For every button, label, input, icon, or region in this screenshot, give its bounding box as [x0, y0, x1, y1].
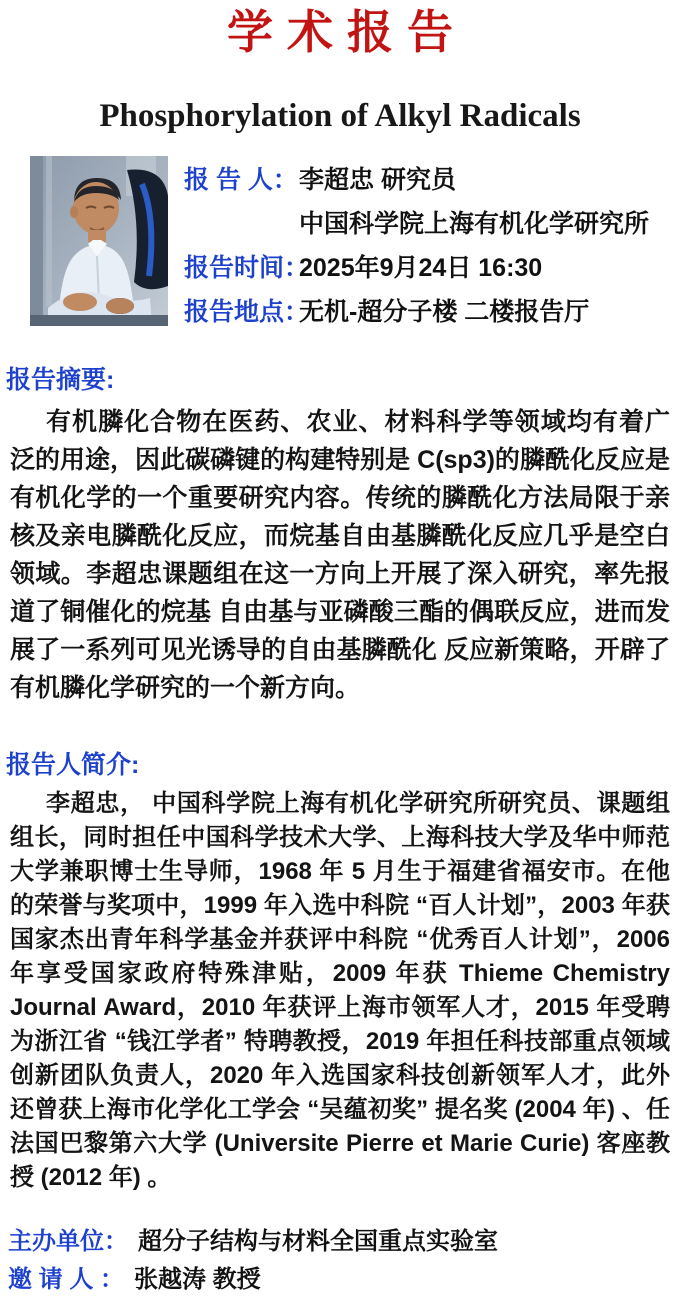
speaker-portrait-illustration — [30, 156, 168, 326]
speaker-affiliation: 中国科学院上海有机化学研究所 — [299, 210, 650, 238]
location-label: 报告地点： — [184, 298, 310, 326]
talk-location: 无机-超分子楼 二楼报告厅 — [299, 298, 590, 326]
footer-row-organizer — [8, 1223, 670, 1261]
info-row-speaker — [184, 158, 649, 202]
footer-row-inviter — [8, 1261, 670, 1299]
page-title: 学术报告 — [227, 5, 467, 59]
time-label: 报告时间： — [184, 254, 310, 282]
inviter-value: 张越涛 教授 — [134, 1266, 261, 1293]
speaker-photo — [30, 156, 168, 326]
talk-time: 2025年9月24日 16:30 — [299, 254, 543, 282]
talk-title: Phosphorylation of Alkyl Radicals — [99, 98, 581, 134]
lecture-poster — [0, 5, 680, 1293]
bio-heading: 报告人简介: — [6, 751, 140, 779]
speaker-name: 李超忠 研究员 — [299, 166, 456, 194]
speaker-section — [30, 156, 670, 334]
abstract-heading: 报告摘要: — [6, 366, 115, 394]
affiliation-label — [184, 202, 299, 246]
info-row-affiliation — [184, 202, 649, 246]
abstract-text: 有机膦化合物在医药、农业、材料科学等领域均有着广泛的用途，因此碳磷键的构建特别是 C(sp3)的膦酰化反应是有机化学的一个重要研究内容。传统的膦酰化方法局限于亲核及亲电膦酰化反应，而烷基自由基膦酰化反应几乎是空白领域。李超忠课题组在这一方向上开展了深入研究，率先报道了铜催化的烷基 自由基与亚磷酸三酯的偶联反应，进而发展了一系列可见光诱导的自由基膦酰化 反应新策略，开辟了有机膦化学研究的一个新方向。 — [10, 408, 670, 702]
footer-section — [8, 1223, 670, 1299]
speaker-info — [168, 156, 649, 334]
info-row-time — [184, 246, 649, 290]
bio-section — [0, 749, 680, 1195]
organizer-label: 主办单位： — [8, 1228, 128, 1255]
abstract-section — [0, 364, 680, 707]
organizer-value: 超分子结构与材料全国重点实验室 — [138, 1228, 498, 1255]
info-row-location — [184, 290, 649, 334]
inviter-label: 邀 请 人 ： — [8, 1266, 125, 1293]
speaker-label: 报 告 人： — [184, 166, 298, 194]
bio-text: 李超忠， 中国科学院上海有机化学研究所研究员、课题组组长，同时担任中国科学技术大学、上海科技大学及华中师范大学兼职博士生导师，1968 年 5 月生于福建省福安市。在他的荣誉与奖项中，1999 年入选中科院 “百人计划”，2003 年获国家杰出青年科学基金并获评中科院 “优秀百人计划”，2006 年享受国家政府特殊津贴，2009 年获 Thieme Chemistry Journal Award，2010 年获评上海市领军人才，2015 年受聘为浙江省 “钱江学者” 特聘教授，2019 年担任科技部重点领域创新团队负责人，2020 年入选国家科技创新领军人才，此外还曾获上海市化学化工学会 “吴蕴初奖” 提名奖 (2004 年) 、任法国巴黎第六大学 (Universite Pierre et Marie Curie) 客座教授 (2012 年) 。 — [10, 790, 670, 1191]
